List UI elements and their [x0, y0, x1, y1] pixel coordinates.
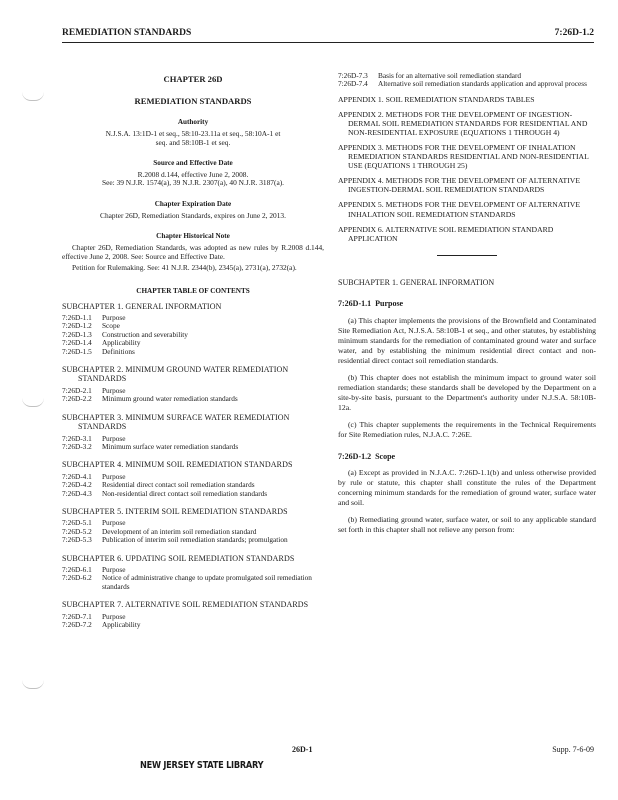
toc-section-number: 7:26D-4.3 [62, 488, 92, 498]
toc-section-number: 7:26D-4.2 [62, 480, 92, 490]
section-number: 7:26D-1.1 [338, 299, 372, 309]
toc-section-number: 7:26D-2.2 [62, 394, 92, 404]
toc-subchapter-title: SUBCHAPTER 4. MINIMUM SOIL REMEDIATION STANDARDS [62, 460, 293, 470]
section-title: Scope [375, 451, 396, 461]
toc-subchapter-title: SUBCHAPTER 6. UPDATING SOIL REMEDIATION STANDARDS [62, 553, 295, 563]
running-head-section: 7:26D-1.2 [554, 28, 594, 38]
toc-section-entry [62, 536, 324, 544]
toc-section-title: Purpose [102, 564, 126, 574]
toc-section-number: 7:26D-3.2 [62, 441, 92, 451]
history-heading: Chapter Historical Note [156, 232, 230, 241]
toc-section-list [62, 387, 324, 404]
toc-section-title: Scope [102, 321, 120, 331]
toc-section-title: Development of an interim soil remediation standard [102, 526, 257, 536]
toc-section-number: 7:26D-7.1 [62, 611, 92, 621]
toc-subchapter-title: SUBCHAPTER 3. MINIMUM SURFACE WATER REMEDIATION STANDARDS [62, 412, 290, 432]
toc-appendix-entry: APPENDIX 1. SOIL REMEDIATION STANDARDS TABLES [338, 94, 535, 104]
toc-section-list [62, 566, 324, 591]
toc-section-list [62, 473, 324, 498]
authority-heading: Authority [177, 118, 209, 127]
running-head-title: REMEDIATION STANDARDS [62, 28, 192, 38]
running-head [62, 28, 594, 43]
toc-appendix-entry: APPENDIX 4. METHODS FOR THE DEVELOPMENT OF ALTERNATIVE INGESTION-DERMAL SOIL REMEDIATION STANDARDS [338, 176, 581, 195]
library-stamp: NEW JERSEY STATE LIBRARY [140, 760, 264, 771]
toc-section-title: Notice of administrative change to update promulgated soil remediation standards [102, 573, 312, 591]
toc-section-entry [62, 395, 324, 403]
toc-section-title: Non-residential direct contact soil remediation standards [102, 488, 268, 498]
toc-heading: CHAPTER TABLE OF CONTENTS [136, 287, 250, 296]
toc-section-number: 7:26D-7.4 [338, 79, 368, 89]
appendix-list [338, 95, 596, 243]
toc-appendix-entry: APPENDIX 2. METHODS FOR THE DEVELOPMENT OF INGESTION-DERMAL SOIL REMEDIATION STANDARDS FOR RESIDENTIAL AND NON-RESIDENTIAL EXPOSURE (EQUATIONS 1 THROUGH 4) [338, 109, 588, 138]
section-heading [338, 299, 596, 308]
toc-section-number: 7:26D-1.2 [62, 321, 92, 331]
section-number: 7:26D-1.2 [338, 451, 372, 461]
toc-section-title: Purpose [102, 313, 126, 323]
toc-section-entry [62, 621, 324, 629]
chapter-title: REMEDIATION STANDARDS [134, 96, 252, 107]
toc-section-number: 7:26D-7.3 [338, 71, 368, 80]
toc-section-title: Minimum ground water remediation standards [102, 394, 238, 404]
toc-section-title: Alternative soil remediation standards application and approval process [378, 79, 587, 89]
toc-section-title: Publication of interim soil remediation standards; promulgation [102, 535, 288, 545]
toc-section-number: 7:26D-1.5 [62, 346, 92, 356]
toc-section-title: Purpose [102, 385, 126, 395]
authority-text: N.J.S.A. 13:1D-1 et seq., 58:10-23.11a et seq., 58:10A-1 et seq. and 58:10B-1 et seq. [105, 128, 281, 147]
toc-section-number: 7:26D-1.3 [62, 329, 92, 339]
history-paragraph: Chapter 26D, Remediation Standards, was adopted as new rules by R.2008 d.144, effective June 2, 2008. See: Source and Effective Date. [62, 242, 324, 261]
body-paragraph: (c) This chapter supplements the requirements in the Technical Requirements for Site Remediation rules, N.J.A.C. 7:26E. [338, 419, 596, 439]
toc-section-list [62, 613, 324, 630]
toc-section-title: Applicability [102, 338, 141, 348]
toc-section-title: Purpose [102, 518, 126, 528]
toc-section-entry [62, 443, 324, 451]
margin-mark [22, 92, 44, 101]
source-line-2: See: 39 N.J.R. 1574(a), 39 N.J.R. 2307(a), 40 N.J.R. 3187(a). [101, 178, 285, 188]
toc-section-number: 7:26D-7.2 [62, 619, 92, 629]
margin-mark [22, 680, 44, 689]
chapter-number: CHAPTER 26D [163, 74, 223, 84]
margin-mark [22, 398, 44, 407]
right-column [338, 72, 596, 535]
toc-section-title: Applicability [102, 619, 141, 629]
body-paragraph: (b) This chapter does not establish the minimum impact to ground water soil remediation standards; these standards shall be developed by the Department on a site-by-site basis, pursuant to the Department's authority under N.J.S.A. 58:10B-12a. [338, 372, 596, 412]
supplement-date: Supp. 7-6-09 [552, 745, 594, 754]
section-title: Purpose [375, 299, 404, 309]
toc-section-entry [62, 574, 324, 591]
left-column [62, 72, 324, 629]
toc-section-title: Purpose [102, 471, 126, 481]
toc-subchapter-title: SUBCHAPTER 5. INTERIM SOIL REMEDIATION STANDARDS [62, 506, 288, 516]
toc-appendix-entry: APPENDIX 3. METHODS FOR THE DEVELOPMENT OF INHALATION REMEDIATION STANDARDS RESIDENTIAL AND NON-RESIDENTIAL USE (EQUATIONS 1 THROUGH 25) [338, 143, 589, 171]
toc-section-title: Basis for an alternative soil remediation standard [378, 71, 522, 80]
toc-section-title: Minimum surface water remediation standards [102, 441, 239, 451]
toc-section-number: 7:26D-3.1 [62, 433, 92, 443]
toc-section-title: Residential direct contact soil remediation standards [102, 480, 255, 490]
toc-section-entry [62, 490, 324, 498]
body-paragraph: (b) Remediating ground water, surface water, or soil to any applicable standard set forth in this chapter shall not relieve any person from: [338, 515, 596, 535]
body-paragraph: (a) This chapter implements the provisions of the Brownfield and Contaminated Site Remediation Act, N.J.S.A. 58:10B-1 et seq., and other statutes, by establishing minimum standards for the remediation of contaminated ground water and surface water, and by establishing the minimum residential direct contact and non-residential direct contact soil remediation standards. [338, 315, 596, 365]
toc-subchapters [62, 302, 324, 630]
toc-section-number: 7:26D-4.1 [62, 471, 92, 481]
toc-section-number: 7:26D-5.2 [62, 526, 92, 536]
toc-section-number: 7:26D-1.4 [62, 338, 92, 348]
toc-section-entry [338, 80, 596, 88]
toc-appendix-entry: APPENDIX 6. ALTERNATIVE SOIL REMEDIATION STANDARD APPLICATION [338, 224, 554, 243]
toc-section-list [62, 314, 324, 356]
expiration-heading: Chapter Expiration Date [154, 200, 232, 209]
toc-section-title: Definitions [102, 346, 135, 356]
toc-section-number: 7:26D-5.1 [62, 518, 92, 528]
toc-section-list [62, 435, 324, 452]
body-sections [338, 299, 596, 535]
source-line-1: R.2008 d.144, effective June 2, 2008. [137, 169, 249, 179]
toc-subchapter-title: SUBCHAPTER 2. MINIMUM GROUND WATER REMEDIATION STANDARDS [62, 364, 289, 384]
body-paragraph: (a) Except as provided in N.J.A.C. 7:26D-1.1(b) and unless otherwise provided by rule or statute, this chapter shall constitute the rules of the Department concerning minimum standards for the remediation of ground water, surface water and soil. [338, 468, 596, 508]
section-divider [437, 255, 497, 256]
toc-appendix-entry: APPENDIX 5. METHODS FOR THE DEVELOPMENT OF ALTERNATIVE INHALATION SOIL REMEDIATION STANDARDS [338, 200, 581, 219]
toc-section-title: Purpose [102, 611, 126, 621]
toc-section-number: 7:26D-1.1 [62, 313, 92, 323]
source-heading: Source and Effective Date [153, 159, 233, 168]
expiration-text: Chapter 26D, Remediation Standards, expires on June 2, 2013. [100, 210, 286, 220]
toc-section-number: 7:26D-6.1 [62, 564, 92, 574]
page-number: 26D-1 [292, 745, 313, 754]
toc-continued [338, 72, 596, 89]
petition-paragraph: Petition for Rulemaking. See: 41 N.J.R. 2344(b), 2345(a), 2731(a), 2732(a). [72, 263, 297, 273]
toc-section-number: 7:26D-5.3 [62, 535, 92, 545]
toc-section-number: 7:26D-2.1 [62, 385, 92, 395]
toc-subchapter-title: SUBCHAPTER 1. GENERAL INFORMATION [62, 301, 222, 311]
toc-subchapter-title: SUBCHAPTER 7. ALTERNATIVE SOIL REMEDIATION STANDARDS [62, 600, 309, 610]
toc-section-title: Construction and severability [102, 329, 188, 339]
toc-section-entry [62, 348, 324, 356]
toc-section-number: 7:26D-6.2 [62, 573, 92, 583]
toc-section-title: Purpose [102, 433, 126, 443]
body-subchapter-heading: SUBCHAPTER 1. GENERAL INFORMATION [338, 277, 495, 287]
toc-section-list [62, 519, 324, 544]
section-heading [338, 452, 596, 461]
